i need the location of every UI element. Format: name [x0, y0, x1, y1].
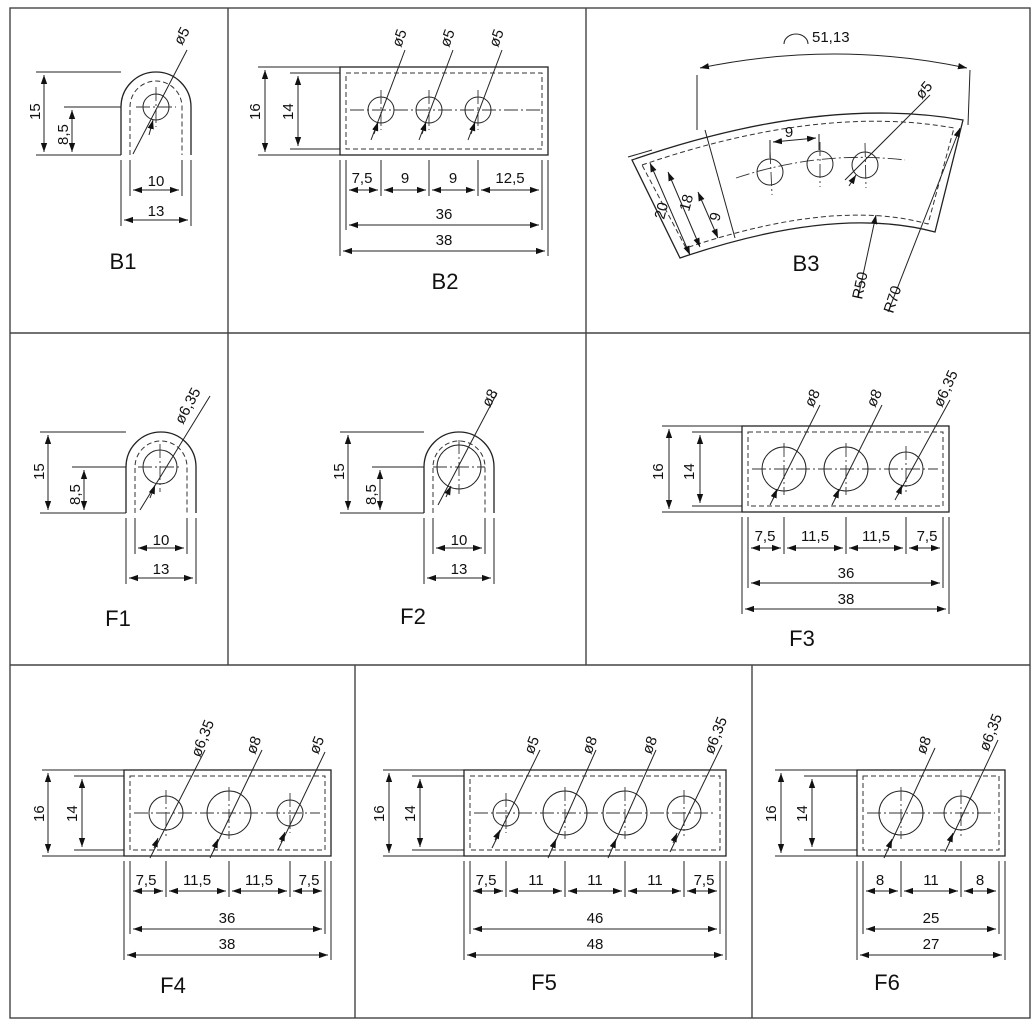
b3-hole-height-label: 9 [706, 210, 726, 224]
f2-inner-width-label: 10 [450, 532, 468, 549]
b2-outer-length-label: 38 [435, 232, 453, 249]
b3-hole-label: ø5 [912, 78, 937, 103]
b3-outer-height-label: 20 [651, 200, 673, 222]
f4-title: F4 [160, 973, 186, 998]
b1-title: B1 [109, 249, 137, 274]
b2-spacing-4: 12,5 [495, 170, 525, 187]
panel-b3 [628, 29, 970, 315]
b3-spacing-label: 9 [784, 124, 794, 141]
panel-f3 [650, 368, 962, 651]
b1-inner-width-label: 10 [147, 173, 165, 190]
b3-title: B3 [792, 251, 820, 276]
f5-spacing-1: 7,5 [475, 872, 497, 889]
f3-hole-1-label: ø8 [801, 386, 825, 410]
panel-f4 [31, 718, 331, 998]
panel-f6 [763, 712, 1006, 995]
f2-title: F2 [400, 604, 426, 629]
f6-title: F6 [874, 970, 900, 995]
f3-outer-length-label: 38 [837, 591, 855, 608]
f5-inner-length-label: 46 [586, 910, 604, 927]
b1-outer-width-label: 13 [147, 203, 165, 220]
f6-spacing-1: 8 [875, 872, 885, 889]
f1-title: F1 [105, 606, 131, 631]
panel-b1 [27, 24, 194, 274]
f1-outer-width-label: 13 [152, 561, 170, 578]
b2-spacing-1: 7,5 [351, 170, 373, 187]
panel-b2 [247, 27, 548, 294]
f5-hole-4-label: ø6,35 [700, 714, 732, 757]
f5-outer-height-label: 16 [371, 805, 388, 822]
f3-spacing-3: 11,5 [861, 528, 891, 545]
b2-inner-length-label: 36 [435, 206, 453, 223]
f5-hole-2-label: ø8 [578, 733, 602, 757]
f3-spacing-1: 7,5 [754, 528, 776, 545]
f6-spacing-3: 8 [975, 872, 985, 889]
f5-spacing-5: 7,5 [693, 872, 715, 889]
b3-arc-plate-inner-outline [642, 121, 954, 248]
b1-height-label: 15 [27, 103, 44, 120]
f4-inner-height-label: 14 [64, 805, 81, 822]
f4-outer-length-label: 38 [218, 936, 236, 953]
b1-hole-height-label: 8,5 [55, 124, 72, 145]
f1-hole-label: ø6,35 [171, 385, 205, 427]
f5-inner-height-label: 14 [402, 805, 419, 822]
b2-outer-height-label: 16 [247, 103, 264, 120]
f5-spacing-3: 11 [587, 872, 603, 889]
f6-spacing-2: 11 [923, 872, 939, 889]
f2-hole-height-label: 8,5 [363, 484, 380, 505]
f5-hole-1-label: ø5 [520, 733, 544, 757]
b2-hole-3-label: ø5 [485, 27, 508, 50]
b1-hole-label: ø5 [170, 24, 194, 48]
f1-tab-outline [126, 432, 196, 513]
f6-hole-2-label: ø6,35 [975, 711, 1007, 754]
b3-arc-length-label: 51,13 [812, 29, 850, 46]
b2-inner-height-label: 14 [280, 103, 297, 120]
f6-hole-1-label: ø8 [912, 733, 936, 757]
panel-f5 [371, 715, 731, 995]
b2-title: B2 [431, 269, 459, 294]
f4-inner-length-label: 36 [218, 910, 236, 927]
f4-spacing-1: 7,5 [135, 872, 157, 889]
f5-spacing-4: 11 [647, 872, 663, 889]
f3-hole-2-label: ø8 [863, 386, 887, 410]
f5-hole-3-label: ø8 [638, 733, 662, 757]
f6-inner-length-label: 25 [922, 910, 940, 927]
f4-hole-3-label: ø5 [305, 733, 329, 757]
f1-height-label: 15 [31, 463, 48, 480]
f4-outer-height-label: 16 [31, 805, 48, 822]
f3-outer-height-label: 16 [650, 463, 667, 480]
panel-f2 [331, 386, 502, 629]
f3-inner-length-label: 36 [837, 565, 855, 582]
b2-spacing-3: 9 [448, 170, 458, 187]
f4-hole-2-label: ø8 [242, 733, 266, 757]
f2-height-label: 15 [331, 463, 348, 480]
b3-radius-inner-label: R50 [849, 270, 872, 301]
b3-arc-symbol [784, 34, 808, 44]
f4-hole-1-label: ø6,35 [187, 717, 219, 760]
b3-radius-outer-label: R70 [880, 283, 906, 316]
f3-spacing-2: 11,5 [800, 528, 830, 545]
f3-spacing-4: 7,5 [916, 528, 938, 545]
f5-spacing-2: 11 [528, 872, 544, 889]
f6-outer-length-label: 27 [922, 936, 940, 953]
b3-hole-1 [757, 159, 783, 185]
b2-spacing-2: 9 [400, 170, 410, 187]
b3-inner-height-label: 18 [676, 192, 698, 214]
f4-spacing-3: 11,5 [244, 872, 274, 889]
f3-hole-3-label: ø6,35 [930, 367, 962, 410]
b2-hole-2-label: ø5 [436, 27, 459, 50]
f1-hole-height-label: 8,5 [67, 484, 84, 505]
b2-plate-inner-outline [346, 73, 542, 149]
f2-hole-label: ø8 [478, 386, 502, 410]
f3-title: F3 [789, 626, 815, 651]
f6-inner-height-label: 14 [794, 805, 811, 822]
b2-hole-1-label: ø5 [388, 27, 411, 50]
f3-inner-height-label: 14 [681, 463, 698, 480]
f5-title: F5 [531, 970, 557, 995]
f1-tab-inner-outline [135, 441, 187, 513]
b2-plate-outline [340, 67, 548, 155]
f6-outer-height-label: 16 [763, 805, 780, 822]
f2-outer-width-label: 13 [450, 561, 468, 578]
f4-spacing-4: 7,5 [298, 872, 320, 889]
panel-f1 [31, 385, 210, 631]
f4-spacing-2: 11,5 [182, 872, 212, 889]
f5-outer-length-label: 48 [586, 936, 604, 953]
f1-inner-width-label: 10 [152, 532, 170, 549]
